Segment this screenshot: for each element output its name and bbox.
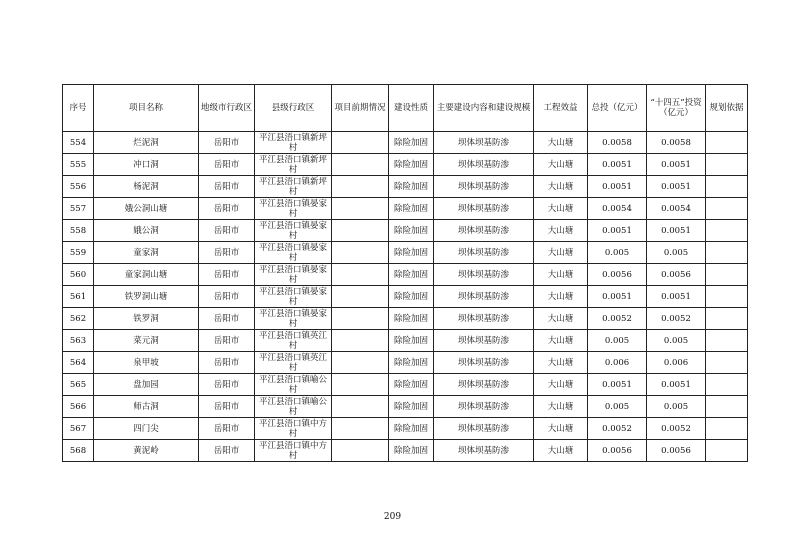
content-cell: 坝体坝基防渗: [434, 308, 534, 330]
total-investment-cell: 0.0052: [588, 308, 647, 330]
county-cell: 平江县浯口镇新坪村: [255, 176, 332, 198]
basis-cell: [706, 220, 748, 242]
plan-investment-cell: 0.005: [647, 396, 706, 418]
nature-cell: 除险加固: [389, 418, 434, 440]
row-number: 558: [63, 220, 94, 242]
content-cell: 坝体坝基防渗: [434, 132, 534, 154]
basis-cell: [706, 440, 748, 462]
table-row: [63, 418, 748, 440]
header-cell: 规划依据: [706, 85, 748, 132]
county-cell: 平江县浯口镇晏家村: [255, 220, 332, 242]
project-name: 铁罗洞: [94, 308, 199, 330]
content-cell: 坝体坝基防渗: [434, 220, 534, 242]
project-name: 泉甲坡: [94, 352, 199, 374]
project-name: 娥公洞山塘: [94, 198, 199, 220]
preliminary-cell: [332, 242, 389, 264]
total-investment-cell: 0.0051: [588, 286, 647, 308]
project-name: 黄泥岭: [94, 440, 199, 462]
city-cell: 岳阳市: [199, 352, 255, 374]
project-name: 师古洞: [94, 396, 199, 418]
nature-cell: 除险加固: [389, 308, 434, 330]
county-cell: 平江县浯口镇英江村: [255, 352, 332, 374]
total-investment-cell: 0.0052: [588, 418, 647, 440]
total-investment-cell: 0.0054: [588, 198, 647, 220]
project-name: 童家洞山塘: [94, 264, 199, 286]
content-cell: 坝体坝基防渗: [434, 352, 534, 374]
benefit-cell: 大山塘: [534, 220, 588, 242]
header-cell: 项目名称: [94, 85, 199, 132]
preliminary-cell: [332, 396, 389, 418]
nature-cell: 除险加固: [389, 176, 434, 198]
basis-cell: [706, 286, 748, 308]
plan-investment-cell: 0.0052: [647, 418, 706, 440]
total-investment-cell: 0.005: [588, 396, 647, 418]
header-cell: 项目前期情况: [332, 85, 389, 132]
content-cell: 坝体坝基防渗: [434, 330, 534, 352]
preliminary-cell: [332, 440, 389, 462]
county-cell: 平江县浯口镇晏家村: [255, 286, 332, 308]
city-cell: 岳阳市: [199, 242, 255, 264]
basis-cell: [706, 198, 748, 220]
nature-cell: 除险加固: [389, 132, 434, 154]
project-name: 童家洞: [94, 242, 199, 264]
total-investment-cell: 0.0058: [588, 132, 647, 154]
city-cell: 岳阳市: [199, 440, 255, 462]
row-number: 564: [63, 352, 94, 374]
header-cell: 地级市行政区: [199, 85, 255, 132]
table-row: [63, 198, 748, 220]
total-investment-cell: 0.0051: [588, 374, 647, 396]
nature-cell: 除险加固: [389, 286, 434, 308]
plan-investment-cell: 0.0051: [647, 176, 706, 198]
nature-cell: 除险加固: [389, 198, 434, 220]
total-investment-cell: 0.0051: [588, 154, 647, 176]
plan-investment-cell: 0.0054: [647, 198, 706, 220]
table-row: [63, 352, 748, 374]
page-number: 209: [383, 512, 402, 522]
table-row: [63, 308, 748, 330]
plan-investment-cell: 0.0051: [647, 374, 706, 396]
county-cell: 平江县浯口镇晏家村: [255, 264, 332, 286]
project-table: [62, 84, 748, 462]
row-number: 555: [63, 154, 94, 176]
benefit-cell: 大山塘: [534, 330, 588, 352]
total-investment-cell: 0.005: [588, 242, 647, 264]
table-row: [63, 374, 748, 396]
row-number: 557: [63, 198, 94, 220]
preliminary-cell: [332, 132, 389, 154]
city-cell: 岳阳市: [199, 198, 255, 220]
nature-cell: 除险加固: [389, 396, 434, 418]
row-number: 568: [63, 440, 94, 462]
basis-cell: [706, 132, 748, 154]
content-cell: 坝体坝基防渗: [434, 154, 534, 176]
city-cell: 岳阳市: [199, 154, 255, 176]
project-name: 四门尖: [94, 418, 199, 440]
benefit-cell: 大山塘: [534, 352, 588, 374]
total-investment-cell: 0.0056: [588, 440, 647, 462]
total-investment-cell: 0.0051: [588, 220, 647, 242]
city-cell: 岳阳市: [199, 264, 255, 286]
city-cell: 岳阳市: [199, 330, 255, 352]
header-cell: 主要建设内容和建设规模: [434, 85, 534, 132]
content-cell: 坝体坝基防渗: [434, 286, 534, 308]
benefit-cell: 大山塘: [534, 374, 588, 396]
table-header-row: [63, 85, 748, 132]
nature-cell: 除险加固: [389, 352, 434, 374]
county-cell: 平江县浯口镇英江村: [255, 330, 332, 352]
basis-cell: [706, 176, 748, 198]
city-cell: 岳阳市: [199, 176, 255, 198]
header-cell: 工程效益: [534, 85, 588, 132]
preliminary-cell: [332, 198, 389, 220]
basis-cell: [706, 374, 748, 396]
city-cell: 岳阳市: [199, 396, 255, 418]
city-cell: 岳阳市: [199, 132, 255, 154]
project-name: 烂泥洞: [94, 132, 199, 154]
preliminary-cell: [332, 220, 389, 242]
table-row: [63, 396, 748, 418]
plan-investment-cell: 0.0056: [647, 440, 706, 462]
benefit-cell: 大山塘: [534, 242, 588, 264]
table-row: [63, 176, 748, 198]
total-investment-cell: 0.0051: [588, 176, 647, 198]
county-cell: 平江县浯口镇喻公村: [255, 396, 332, 418]
preliminary-cell: [332, 286, 389, 308]
nature-cell: 除险加固: [389, 440, 434, 462]
plan-investment-cell: 0.0051: [647, 154, 706, 176]
benefit-cell: 大山塘: [534, 308, 588, 330]
city-cell: 岳阳市: [199, 220, 255, 242]
preliminary-cell: [332, 418, 389, 440]
table-row: [63, 220, 748, 242]
basis-cell: [706, 352, 748, 374]
preliminary-cell: [332, 264, 389, 286]
table-row: [63, 286, 748, 308]
table-row: [63, 264, 748, 286]
project-name: 杨泥洞: [94, 176, 199, 198]
table-row: [63, 330, 748, 352]
content-cell: 坝体坝基防渗: [434, 176, 534, 198]
row-number: 565: [63, 374, 94, 396]
benefit-cell: 大山塘: [534, 176, 588, 198]
preliminary-cell: [332, 154, 389, 176]
basis-cell: [706, 330, 748, 352]
table-row: [63, 242, 748, 264]
content-cell: 坝体坝基防渗: [434, 264, 534, 286]
nature-cell: 除险加固: [389, 330, 434, 352]
row-number: 562: [63, 308, 94, 330]
county-cell: 平江县浯口镇晏家村: [255, 242, 332, 264]
total-investment-cell: 0.005: [588, 330, 647, 352]
plan-investment-cell: 0.0051: [647, 220, 706, 242]
city-cell: 岳阳市: [199, 308, 255, 330]
county-cell: 平江县浯口镇中方村: [255, 440, 332, 462]
preliminary-cell: [332, 176, 389, 198]
table-row: [63, 440, 748, 462]
content-cell: 坝体坝基防渗: [434, 198, 534, 220]
basis-cell: [706, 154, 748, 176]
city-cell: 岳阳市: [199, 286, 255, 308]
project-name: 娥公洞: [94, 220, 199, 242]
header-cell: 县级行政区: [255, 85, 332, 132]
county-cell: 平江县浯口镇喻公村: [255, 374, 332, 396]
county-cell: 平江县浯口镇新坪村: [255, 132, 332, 154]
county-cell: 平江县浯口镇新坪村: [255, 154, 332, 176]
project-name: 菜元洞: [94, 330, 199, 352]
basis-cell: [706, 308, 748, 330]
benefit-cell: 大山塘: [534, 396, 588, 418]
county-cell: 平江县浯口镇中方村: [255, 418, 332, 440]
preliminary-cell: [332, 330, 389, 352]
plan-investment-cell: 0.006: [647, 352, 706, 374]
row-number: 559: [63, 242, 94, 264]
project-name: 铁罗洞山塘: [94, 286, 199, 308]
table-row: [63, 154, 748, 176]
content-cell: 坝体坝基防渗: [434, 418, 534, 440]
content-cell: 坝体坝基防渗: [434, 440, 534, 462]
city-cell: 岳阳市: [199, 418, 255, 440]
project-name: 冲口洞: [94, 154, 199, 176]
total-investment-cell: 0.006: [588, 352, 647, 374]
benefit-cell: 大山塘: [534, 198, 588, 220]
row-number: 560: [63, 264, 94, 286]
header-cell: 总投（亿元）: [588, 85, 647, 132]
row-number: 563: [63, 330, 94, 352]
benefit-cell: 大山塘: [534, 418, 588, 440]
nature-cell: 除险加固: [389, 220, 434, 242]
benefit-cell: 大山塘: [534, 440, 588, 462]
plan-investment-cell: 0.0051: [647, 286, 706, 308]
preliminary-cell: [332, 374, 389, 396]
total-investment-cell: 0.0056: [588, 264, 647, 286]
nature-cell: 除险加固: [389, 374, 434, 396]
plan-investment-cell: 0.005: [647, 330, 706, 352]
preliminary-cell: [332, 352, 389, 374]
header-cell: “十四五”投资（亿元）: [647, 85, 706, 132]
basis-cell: [706, 264, 748, 286]
basis-cell: [706, 242, 748, 264]
benefit-cell: 大山塘: [534, 264, 588, 286]
plan-investment-cell: 0.0058: [647, 132, 706, 154]
basis-cell: [706, 418, 748, 440]
row-number: 554: [63, 132, 94, 154]
project-name: 盘加园: [94, 374, 199, 396]
table-body: [63, 132, 748, 462]
benefit-cell: 大山塘: [534, 132, 588, 154]
basis-cell: [706, 396, 748, 418]
header-cell: 序号: [63, 85, 94, 132]
row-number: 567: [63, 418, 94, 440]
table-row: [63, 132, 748, 154]
plan-investment-cell: 0.005: [647, 242, 706, 264]
content-cell: 坝体坝基防渗: [434, 242, 534, 264]
benefit-cell: 大山塘: [534, 286, 588, 308]
county-cell: 平江县浯口镇晏家村: [255, 198, 332, 220]
plan-investment-cell: 0.0056: [647, 264, 706, 286]
row-number: 556: [63, 176, 94, 198]
content-cell: 坝体坝基防渗: [434, 374, 534, 396]
preliminary-cell: [332, 308, 389, 330]
content-cell: 坝体坝基防渗: [434, 396, 534, 418]
nature-cell: 除险加固: [389, 154, 434, 176]
benefit-cell: 大山塘: [534, 154, 588, 176]
nature-cell: 除险加固: [389, 264, 434, 286]
row-number: 566: [63, 396, 94, 418]
county-cell: 平江县浯口镇晏家村: [255, 308, 332, 330]
nature-cell: 除险加固: [389, 242, 434, 264]
plan-investment-cell: 0.0052: [647, 308, 706, 330]
row-number: 561: [63, 286, 94, 308]
city-cell: 岳阳市: [199, 374, 255, 396]
header-cell: 建设性质: [389, 85, 434, 132]
